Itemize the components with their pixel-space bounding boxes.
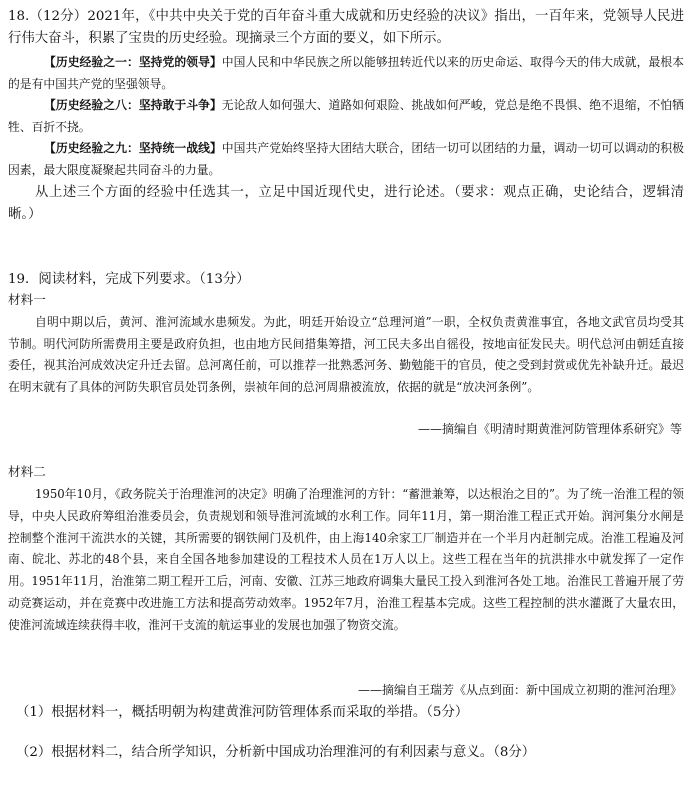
q18-experience-1-text: 中国人民和中华民族之所以能够扭转近代以来的历史命运、取得今天的伟大成就，最根本的是有中国共产党的坚强领导。 (8, 55, 684, 91)
material-2-label: 材料二 (8, 464, 46, 479)
material-1-text: 自明中期以后，黄河、淮河流域水患频发。为此，明廷开始设立“总理河道”一职，全权负责黄淮事宜，各地文武官员均受其节制。明代河防所需费用主要是政府负担，也由地方民间措集筹措，河工民夫多出自徭役，按地亩征发民夫。明代总河由朝廷直接委任，视其治河成效决定升迁去留。总河离任前，可以推荐一批熟悉河务、勤勉能干的官员，使之受到封赏或优先补缺升迁。最迟在明末就有了具体的河防失职官员处罚条例，崇祯年间的总河周鼎被流放，依据的就是“放决河条例”。 (8, 315, 684, 394)
material-1-label: 材料一 (8, 292, 46, 307)
material-2-source: ——摘编自王瑞芳《从点到面：新中国成立初期的淮河治理》 (357, 683, 682, 697)
q18-intro: 18.（12分）2021年，《中共中央关于党的百年奋斗重大成就和历史经验的决议》指出，一百年来，党领导人民进行伟大奋斗，积累了宝贵的历史经验。现摘录三个方面的要义，如下所示。 (8, 9, 684, 46)
q18-experience-8-text: 无论敌人如何强大、道路如何艰险、挑战如何严峻，党总是绝不畏惧、绝不退缩，不怕牺牲、百折不挠。 (8, 98, 684, 134)
q18-experience-9-title: 【历史经验之九：坚持统一战线】 (44, 141, 222, 155)
q18-task: 从上述三个方面的经验中任选其一，立足中国近现代史，进行论述。（要求：观点正确，史论结合，逻辑清晰。） (8, 185, 684, 222)
q18-experience-8-title: 【历史经验之八：坚持敢于斗争】 (44, 98, 222, 112)
q18-experience-1 (8, 52, 684, 95)
q19-subquestion-1: （1）根据材料一，概括明朝为构建黄淮河防管理体系而采取的举措。（5分） (16, 705, 469, 720)
q18-experience-9 (8, 138, 684, 181)
q18-experience-9-text: 中国共产党始终坚持大团结大联合，团结一切可以团结的力量，调动一切可以调动的积极因素，最大限度凝聚起共同奋斗的力量。 (8, 141, 684, 177)
q19-subquestion-2: （2）根据材料二，结合所学知识，分析新中国成功治理淮河的有利因素与意义。（8分） (16, 745, 536, 760)
material-1-source: ——摘编自《明清时期黄淮河防管理体系研究》等 (417, 422, 682, 436)
material-2-text: 1950年10月，《政务院关于治理淮河的决定》明确了治理淮河的方针：“蓄泄兼筹，以达根治之目的”。为了统一治淮工程的领导，中央人民政府筹组治淮委员会，负责规划和领导淮河流域的水利工作。同年11月，第一期治淮工程正式开始。润河集分水闸是控制整个淮河干流洪水的关键，其所需要的钢铁闸门及机件，由上海140余家工厂制造并在一个半月内赶制完成。治淮工程遍及河南、皖北、苏北的48个县，来自全国各地参加建设的工程技术人员在1万人以上。这些工程在当年的抗洪排水中就发挥了一定作用。1951年11月，治淮第二期工程开工后，河南、安徽、江苏三地政府调集大量民工投入到淮河各处工地。治淮民工普遍开展了劳动竞赛运动，并在竞赛中改进施工方法和提高劳动效率。1952年7月，治淮工程基本完成。这些工程控制的洪水灌溉了大量农田，使淮河流域连续获得丰收，淮河干支流的航运事业的发展也加强了物资交流。 (8, 487, 684, 632)
q18-experience-8 (8, 95, 684, 138)
q18-experience-1-title: 【历史经验之一：坚持党的领导】 (44, 55, 222, 69)
q19-heading: 19．阅读材料，完成下列要求。（13分） (8, 272, 250, 287)
